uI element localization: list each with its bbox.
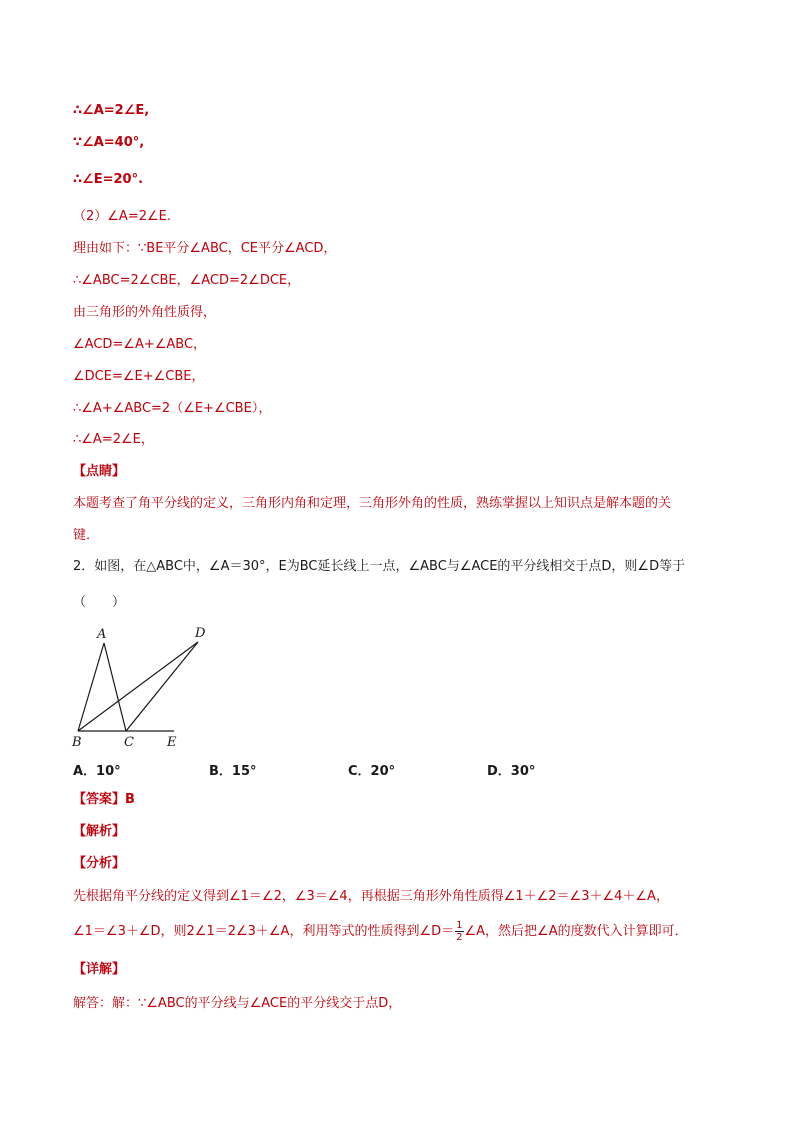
solution-line-7: 由三角形的外角性质得， bbox=[73, 305, 217, 320]
label-e: E bbox=[167, 735, 177, 750]
segment-bd bbox=[78, 642, 198, 731]
fraction-one-half bbox=[455, 920, 463, 943]
question-2-stem: 2．如图，在△ABC中，∠A＝30°，E为BC延长线上一点，∠ABC与∠ACE的平分线相交于点D，则∠D等于 bbox=[73, 559, 686, 574]
solution-line-1: ∴∠A=2∠E, bbox=[73, 103, 150, 118]
solution-line-10: ∴∠A+∠ABC=2（∠E+∠CBE）， bbox=[73, 401, 272, 416]
question-2-blank: （ ） bbox=[73, 595, 126, 610]
dianjing-text-2: 键． bbox=[73, 528, 100, 543]
label-a: A bbox=[97, 627, 107, 642]
answer-label: 【答案】B bbox=[73, 792, 135, 807]
segment-ab bbox=[78, 643, 104, 731]
segment-ac bbox=[104, 643, 126, 731]
solution-start: 解答：解：∵∠ABC的平分线与∠ACE的平分线交于点D， bbox=[73, 996, 402, 1011]
solution-line-11: ∴∠A=2∠E， bbox=[73, 432, 154, 447]
part-2-heading: （2）∠A=2∠E. bbox=[73, 209, 171, 224]
option-c: C．20° bbox=[348, 764, 396, 779]
analysis-text-2-start: ∠1＝∠3＋∠D，则2∠1＝2∠3＋∠A，利用等式的性质得到∠D＝ bbox=[73, 924, 455, 939]
reason-line: 理由如下：∵BE平分∠ABC，CE平分∠ACD， bbox=[73, 241, 337, 256]
fraction-numerator: 1 bbox=[456, 920, 463, 931]
label-d: D bbox=[195, 626, 206, 641]
option-a: A．10° bbox=[73, 764, 121, 779]
solution-line-8: ∠ACD=∠A+∠ABC， bbox=[73, 337, 207, 352]
segment-cd bbox=[126, 642, 198, 731]
option-d: D．30° bbox=[487, 764, 536, 779]
solution-line-2: ∵∠A=40°, bbox=[73, 135, 145, 150]
option-b: B．15° bbox=[209, 764, 257, 779]
solution-line-3: ∴∠E=20°. bbox=[73, 172, 144, 187]
xiangjie-heading: 【详解】 bbox=[73, 962, 126, 977]
analysis-heading: 【解析】 bbox=[73, 824, 126, 839]
analysis-text-2-end: ∠A，然后把∠A的度数代入计算即可． bbox=[464, 924, 688, 939]
triangle-figure bbox=[66, 622, 226, 752]
fenxi-heading: 【分析】 bbox=[73, 856, 126, 871]
label-b: B bbox=[72, 735, 82, 750]
fraction-denominator: 2 bbox=[456, 932, 463, 943]
dianjing-text-1: 本题考查了角平分线的定义，三角形内角和定理，三角形外角的性质，熟练掌握以上知识点是解本题的关 bbox=[73, 496, 672, 511]
label-c: C bbox=[124, 735, 134, 750]
analysis-text-1: 先根据角平分线的定义得到∠1＝∠2，∠3＝∠4，再根据三角形外角性质得∠1＋∠2＝∠3＋∠4＋∠A， bbox=[73, 889, 669, 904]
solution-line-6: ∴∠ABC=2∠CBE，∠ACD=2∠DCE， bbox=[73, 273, 301, 288]
analysis-text-2 bbox=[73, 920, 688, 943]
dianjing-heading: 【点睛】 bbox=[73, 464, 126, 479]
solution-line-9: ∠DCE=∠E+∠CBE， bbox=[73, 369, 205, 384]
